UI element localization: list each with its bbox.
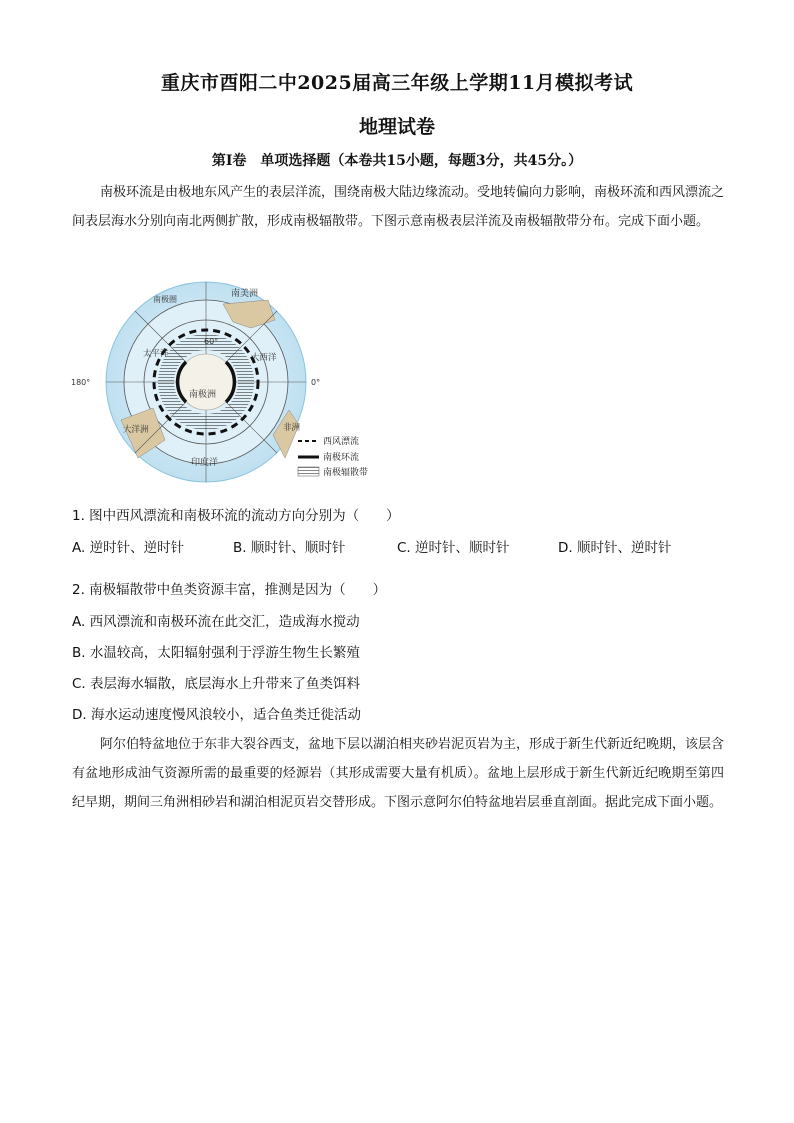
q2-option-c[interactable]: C. 表层海水辐散，底层海水上升带来了鱼类饵料 — [72, 676, 361, 692]
label-lon180: 180° — [71, 378, 91, 387]
label-lat60: 60° — [204, 337, 219, 346]
q2-option-a[interactable]: A. 西风漂流和南极环流在此交汇，造成海水搅动 — [72, 614, 360, 630]
passage-2: 阿尔伯特盆地位于东非大裂谷西支，盆地下层以湖泊相夹砂岩泥页岩为主，形成于新生代新近纪晚期，该层含有盆地形成油气资源所需的最重要的烃源岩（其形成需要大量有机质）。盆地上层形成于新生代新近纪晚期至第四纪早期，期间三角洲相砂岩和湖泊相泥页岩交替形成。下图示意阿尔伯特盆地岩层垂直剖面。据此完成下面小题。 — [72, 737, 725, 810]
legend-west-wind-drift: 西风漂流 — [323, 437, 360, 447]
label-antarctic-circle: 南极圈 — [153, 295, 177, 304]
antarctica-landmass — [178, 354, 234, 410]
q1-option-d[interactable]: D. 顺时针、逆时针 — [558, 540, 672, 556]
label-pacific: 太平洋 — [143, 349, 169, 359]
label-africa: 非洲 — [283, 423, 301, 433]
q2-option-d[interactable]: D. 海水运动速度慢风浪较小，适合鱼类迁徙活动 — [72, 707, 361, 723]
question-1-stem: 1. 图中西风漂流和南极环流的流动方向分别为（ ） — [72, 508, 400, 524]
legend-antarctic-circulation: 南极环流 — [323, 453, 360, 463]
label-lon0: 0° — [311, 378, 321, 387]
label-oceania: 大洋洲 — [123, 425, 149, 435]
q2-option-b[interactable]: B. 水温较高，太阳辐射强利于浮游生物生长繁殖 — [72, 645, 360, 661]
q1-option-c[interactable]: C. 逆时针、顺时针 — [397, 540, 510, 556]
q1-option-a[interactable]: A. 逆时针、逆时针 — [72, 540, 185, 556]
question-2-stem: 2. 南极辐散带中鱼类资源丰富，推测是因为（ ） — [72, 582, 387, 598]
section-heading: 第Ⅰ卷 单项选择题（本卷共15小题，每题3分，共45分。） — [211, 153, 583, 169]
label-antarctica: 南极洲 — [189, 390, 217, 400]
q1-option-b[interactable]: B. 顺时针、顺时针 — [233, 540, 346, 556]
label-atlantic: 大西洋 — [251, 353, 277, 363]
exam-subtitle: 地理试卷 — [358, 116, 435, 138]
legend-divergence-zone: 南极辐散带 — [323, 468, 369, 478]
label-indian: 印度洋 — [191, 458, 219, 468]
legend-hatch-swatch — [298, 467, 319, 476]
antarctic-currents-map — [71, 280, 383, 485]
exam-title: 重庆市酉阳二中2025届高三年级上学期11月模拟考试 — [160, 72, 634, 94]
label-south-america: 南美洲 — [231, 289, 259, 299]
passage-1: 南极环流是由极地东风产生的表层洋流，围绕南极大陆边缘流动。受地转偏向力影响，南极环流和西风漂流之间表层海水分别向南北两侧扩散，形成南极辐散带。下图示意南极表层洋流及南极辐散带分布。完成下面小题。 — [72, 185, 725, 229]
